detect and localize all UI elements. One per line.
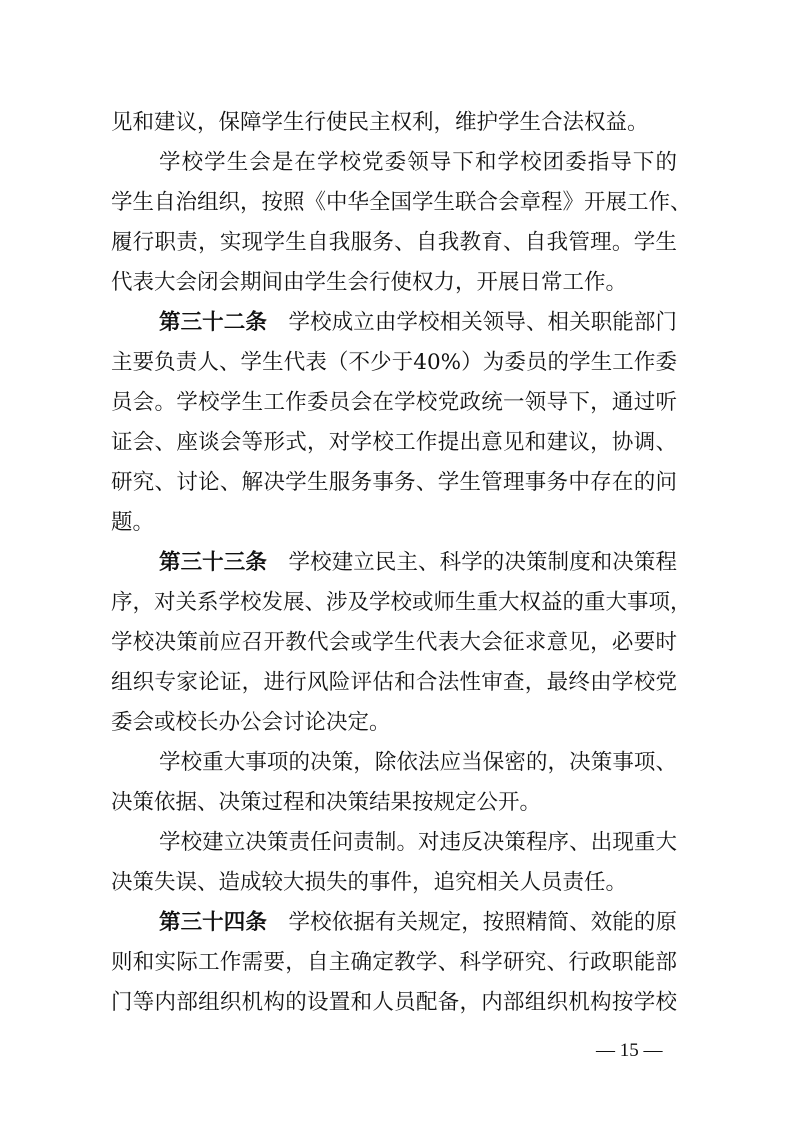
article-text: 学校建立民主、科学的决策制度和决策程 (288, 550, 677, 575)
paragraph-line: 学生自治组织，按照《中华全国学生联合会章程》开展工作、 (111, 190, 692, 215)
paragraph-line: 证会、座谈会等形式，对学校工作提出意见和建议，协调、 (111, 430, 677, 455)
article-heading: 第三十二条 (159, 310, 267, 335)
article-heading: 第三十三条 (159, 550, 267, 575)
paragraph-line: 员会。学校学生工作委员会在学校党政统一领导下，通过听 (111, 390, 677, 415)
paragraph-line: 主要负责人、学生代表（不少于40%）为委员的学生工作委 (111, 350, 677, 375)
paragraph-line: 组织专家论证，进行风险评估和合法性审查，最终由学校党 (111, 670, 677, 695)
article-first-line (159, 544, 677, 582)
paragraph-line: 题。 (111, 510, 155, 535)
article-first-line (159, 904, 677, 942)
paragraph-line: 学校学生会是在学校党委领导下和学校团委指导下的 (159, 150, 677, 175)
article-first-line (159, 304, 677, 342)
article-text: 学校成立由学校相关领导、相关职能部门 (288, 310, 677, 335)
paragraph-line: 委会或校长办公会讨论决定。 (111, 710, 391, 735)
paragraph-line: 则和实际工作需要，自主确定教学、科学研究、行政职能部 (111, 950, 677, 975)
paragraph-line: 门等内部组织机构的设置和人员配备，内部组织机构按学校 (111, 990, 677, 1015)
paragraph-line: 学校决策前应召开教代会或学生代表大会征求意见，必要时 (111, 630, 677, 655)
paragraph-line: 履行职责，实现学生自我服务、自我教育、自我管理。学生 (111, 230, 677, 255)
article-heading: 第三十四条 (159, 910, 267, 935)
paragraph-line: 序，对关系学校发展、涉及学校或师生重大权益的重大事项， (111, 590, 692, 615)
page-number: — 15 — (596, 1040, 663, 1061)
paragraph-line: 学校重大事项的决策，除依法应当保密的，决策事项、 (159, 750, 677, 775)
paragraph-line: 见和建议，保障学生行使民主权利，维护学生合法权益。 (111, 110, 649, 135)
article-text: 学校依据有关规定，按照精简、效能的原 (288, 910, 677, 935)
paragraph-line: 决策依据、决策过程和决策结果按规定公开。 (111, 790, 542, 815)
paragraph-line: 决策失误、造成较大损失的事件，追究相关人员责任。 (111, 870, 628, 895)
paragraph-line: 代表大会闭会期间由学生会行使权力，开展日常工作。 (111, 270, 628, 295)
paragraph-line: 研究、讨论、解决学生服务事务、学生管理事务中存在的问 (111, 470, 677, 495)
paragraph-line: 学校建立决策责任问责制。对违反决策程序、出现重大 (159, 830, 677, 855)
